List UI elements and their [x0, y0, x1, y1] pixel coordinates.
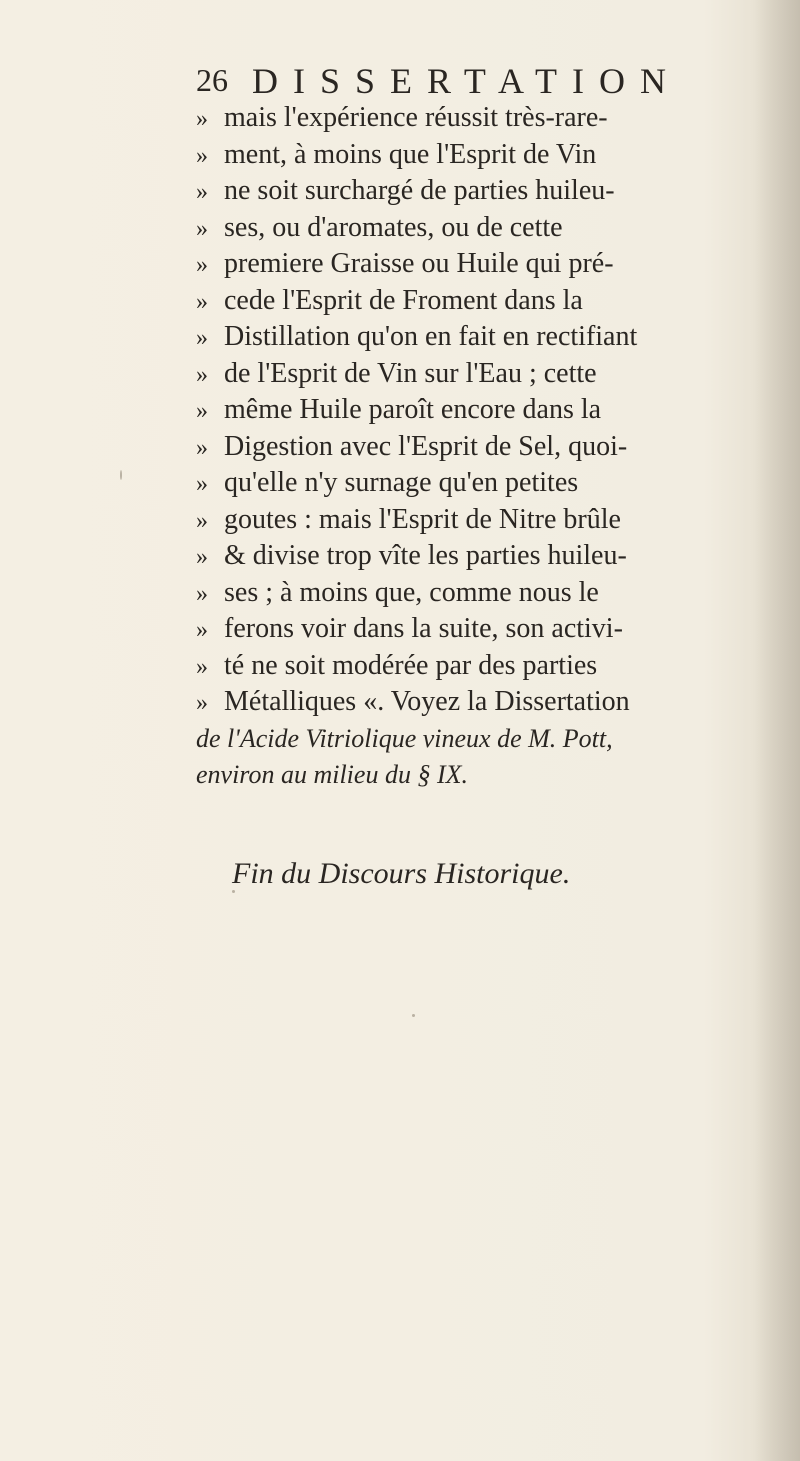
- text-line: » goutes : mais l'Esprit de Nitre brûle: [196, 502, 756, 539]
- page-spine-shadow: [754, 0, 800, 1461]
- guillemet: »: [196, 580, 208, 607]
- text-line: » qu'elle n'y surnage qu'en petites: [196, 465, 756, 502]
- guillemet: »: [196, 617, 208, 643]
- colophon: Fin du Discours Historique.: [232, 857, 571, 890]
- guillemet: »: [196, 690, 208, 716]
- guillemet: »: [196, 106, 208, 132]
- guillemet: »: [196, 361, 208, 388]
- text-line: » ment, à moins que l'Esprit de Vin: [196, 137, 756, 174]
- text-line: » cede l'Esprit de Froment dans la: [196, 283, 756, 320]
- guillemet: »: [196, 252, 208, 278]
- text-line: » mais l'expérience réussit très-rare-: [196, 100, 756, 137]
- reference-line: de l'Acide Vitriolique vineux de M. Pott,: [196, 723, 613, 753]
- text-line: » Distillation qu'on en fait en rectifiant: [196, 319, 756, 356]
- paper-speck: [412, 1014, 415, 1017]
- text-line: » té ne soit modérée par des parties: [196, 648, 756, 685]
- paper-speck: [232, 890, 235, 893]
- guillemet: »: [196, 142, 208, 169]
- text-line: » ses ; à moins que, comme nous le: [196, 575, 756, 612]
- text-line: » ferons voir dans la suite, son activi-: [196, 611, 756, 648]
- text-line: » ne soit surchargé de parties huileu-: [196, 173, 756, 210]
- paper-speck: [120, 470, 122, 480]
- text-line: » de l'Esprit de Vin sur l'Eau ; cette: [196, 356, 756, 393]
- guillemet: »: [196, 544, 208, 570]
- text-line: » & divise trop vîte les parties huileu-: [196, 538, 756, 575]
- text-line: » Digestion avec l'Esprit de Sel, quoi-: [196, 429, 756, 466]
- text-line: » même Huile paroît encore dans la: [196, 392, 756, 429]
- page-number: 26: [196, 62, 228, 98]
- reference-line: environ au milieu du § IX.: [196, 760, 468, 789]
- guillemet: »: [196, 215, 208, 242]
- guillemet: »: [196, 398, 208, 424]
- text-line: » Métalliques «. Voyez la Dissertation: [196, 684, 756, 721]
- text-line: » ses, ou d'aromates, ou de cette: [196, 210, 756, 247]
- guillemet: »: [196, 325, 208, 351]
- running-title: DISSERTATION: [252, 61, 681, 101]
- page-header: [196, 40, 716, 101]
- guillemet: »: [196, 507, 208, 534]
- guillemet: »: [196, 471, 208, 497]
- guillemet: »: [196, 653, 208, 680]
- body-text: [196, 100, 756, 794]
- guillemet: »: [196, 288, 208, 315]
- text-line: » premiere Graisse ou Huile qui pré-: [196, 246, 756, 283]
- guillemet: »: [196, 434, 208, 461]
- guillemet: »: [196, 179, 208, 205]
